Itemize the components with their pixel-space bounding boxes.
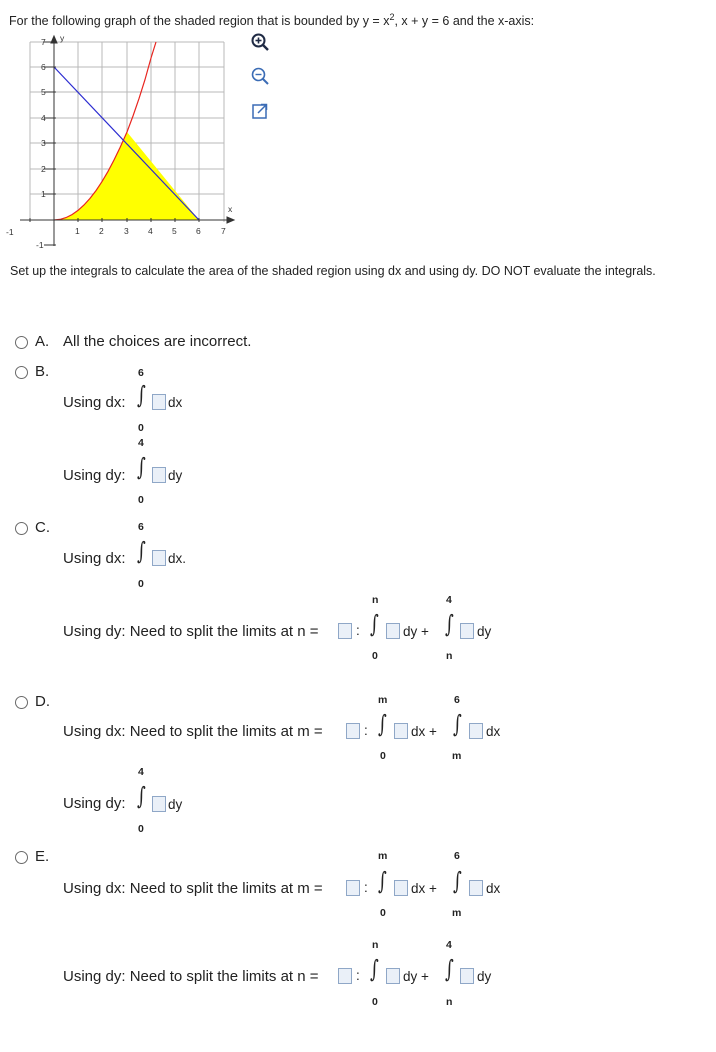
option-d-dy-label: Using dy:: [63, 795, 126, 812]
question-exponent: 2: [389, 12, 395, 22]
option-b-dy-label: Using dy:: [63, 467, 126, 484]
y-tick-3: 3: [41, 138, 46, 148]
option-b-dy-upper: 4: [138, 437, 144, 449]
option-e-dy-label: Using dy: Need to split the limits at n =: [63, 968, 319, 985]
option-b-dx-integral-icon: ∫: [137, 381, 146, 409]
option-c-radio[interactable]: [15, 522, 28, 535]
question-suffix: , x + y = 6 and the x-axis:: [394, 14, 535, 29]
option-d-i2-integral-icon: ∫: [453, 710, 462, 738]
option-e-dx-i2-lower: m: [452, 907, 462, 919]
option-e-dx-i1-upper: m: [378, 850, 388, 862]
option-b-dx-diff: dx: [168, 395, 183, 410]
x-axis-label: x: [228, 204, 233, 214]
option-d-radio[interactable]: [15, 696, 28, 709]
option-e-dy-i1-integrand-box[interactable]: [386, 968, 400, 984]
option-c-dx-label: Using dx:: [63, 550, 126, 567]
option-e-dx-i1-integral-icon: ∫: [378, 867, 387, 895]
y-tick-7: 7: [41, 37, 46, 47]
option-c-i1-upper: n: [372, 594, 379, 606]
option-d-dy-diff: dy: [168, 797, 183, 812]
option-e-dy-i1-lower: 0: [372, 996, 378, 1008]
y-tick-1: 1: [41, 189, 46, 199]
option-e-dx-i2-integrand-box[interactable]: [469, 880, 483, 896]
option-b-dx-upper: 6: [138, 367, 144, 379]
option-b-dx-integrand-box[interactable]: [152, 394, 166, 410]
option-d-dx-label: Using dx: Need to split the limits at m =: [63, 723, 323, 740]
option-d-i1-integrand-box[interactable]: [394, 723, 408, 739]
option-b-radio[interactable]: [15, 366, 28, 379]
option-a-letter: A.: [35, 333, 50, 350]
y-axis-label: y: [60, 33, 65, 43]
y-tick-4: 4: [41, 113, 46, 123]
option-c-i2-integrand-box[interactable]: [460, 623, 474, 639]
option-e-dx-i2-diff: dx: [486, 881, 501, 896]
x-tick-5: 5: [172, 226, 177, 236]
option-d-letter: D.: [35, 693, 50, 710]
option-c-i1-lower: 0: [372, 650, 378, 662]
option-c-i2-upper: 4: [446, 594, 452, 606]
option-e-dx-i2-integral-icon: ∫: [453, 867, 462, 895]
option-d-dy-integral-icon: ∫: [137, 782, 146, 810]
option-c-n-input-box[interactable]: [338, 623, 352, 639]
option-d-i1-upper: m: [378, 694, 388, 706]
option-d-dy-upper: 4: [138, 766, 144, 778]
option-e-dy-i2-diff: dy: [477, 969, 492, 984]
option-c-dx-integrand-box[interactable]: [152, 550, 166, 566]
option-e-dx-i1-integrand-box[interactable]: [394, 880, 408, 896]
x-tick-1: 1: [75, 226, 80, 236]
option-e-dy-i1-integral-icon: ∫: [370, 955, 379, 983]
question-text: [9, 12, 534, 28]
shaded-region: [54, 132, 199, 220]
option-c-dx-integral-icon: ∫: [137, 537, 146, 565]
option-e-dy-i2-upper: 4: [446, 939, 452, 951]
option-e-dy-i1-upper: n: [372, 939, 379, 951]
x-tick-7: 7: [221, 226, 226, 236]
option-e-dx-colon: :: [364, 880, 368, 895]
option-e-dx-i1-diff: dx +: [411, 881, 437, 896]
zoom-in-icon[interactable]: [250, 32, 270, 52]
y-tick-2: 2: [41, 164, 46, 174]
option-a-text: All the choices are incorrect.: [63, 333, 252, 350]
option-b-dy-diff: dy: [168, 468, 183, 483]
option-d-i1-diff: dx +: [411, 724, 437, 739]
option-e-radio[interactable]: [15, 851, 28, 864]
instructions: Set up the integrals to calculate the area of the shaded region using dx and using dy. DO NOT evaluate the integrals.: [10, 264, 656, 278]
option-d-m-input-box[interactable]: [346, 723, 360, 739]
option-c-i2-integral-icon: ∫: [445, 610, 454, 638]
option-d-i1-lower: 0: [380, 750, 386, 762]
option-c-dy-label: Using dy: Need to split the limits at n =: [63, 623, 319, 640]
option-e-dy-colon: :: [356, 968, 360, 983]
option-e-letter: E.: [35, 848, 50, 865]
option-e-dy-i2-integral-icon: ∫: [445, 955, 454, 983]
option-b-dy-integrand-box[interactable]: [152, 467, 166, 483]
option-a-radio[interactable]: [15, 336, 28, 349]
option-e-dx-label: Using dx: Need to split the limits at m =: [63, 880, 323, 897]
y-tick-5: 5: [41, 87, 46, 97]
option-d-dy-lower: 0: [138, 823, 144, 835]
option-c-i1-integral-icon: ∫: [370, 610, 379, 638]
option-d-i2-upper: 6: [454, 694, 460, 706]
option-c-letter: C.: [35, 519, 50, 536]
option-e-dx-i1-lower: 0: [380, 907, 386, 919]
option-c-dx-lower: 0: [138, 578, 144, 590]
option-d-i2-integrand-box[interactable]: [469, 723, 483, 739]
option-e-n-input-box[interactable]: [338, 968, 352, 984]
option-d-i1-integral-icon: ∫: [378, 710, 387, 738]
x-tick-neg1: -1: [6, 227, 14, 237]
option-c-i1-diff: dy +: [403, 624, 429, 639]
option-b-dx-lower: 0: [138, 422, 144, 434]
option-b-dy-integral-icon: ∫: [137, 453, 146, 481]
option-d-dy-integrand-box[interactable]: [152, 796, 166, 812]
y-tick-neg1: -1: [36, 240, 44, 250]
x-tick-4: 4: [148, 226, 153, 236]
option-b-dx-label: Using dx:: [63, 394, 126, 411]
option-c-colon: :: [356, 623, 360, 638]
option-d-colon: :: [364, 723, 368, 738]
option-e-dy-i1-diff: dy +: [403, 969, 429, 984]
option-c-i1-integrand-box[interactable]: [386, 623, 400, 639]
option-b-letter: B.: [35, 363, 50, 380]
x-tick-6: 6: [196, 226, 201, 236]
option-c-dx-upper: 6: [138, 521, 144, 533]
question-prefix: For the following graph of the shaded region that is bounded by y = x: [9, 14, 390, 29]
option-c-dx-diff: dx.: [168, 551, 187, 566]
option-c-i2-lower: n: [446, 650, 453, 662]
option-c-i2-diff: dy: [477, 624, 492, 639]
option-e-dy-i2-integrand-box[interactable]: [460, 968, 474, 984]
popout-icon[interactable]: [250, 101, 270, 121]
option-b-dy-lower: 0: [138, 494, 144, 506]
option-e-dx-i2-upper: 6: [454, 850, 460, 862]
option-e-dy-i2-lower: n: [446, 996, 453, 1008]
option-d-i2-lower: m: [452, 750, 462, 762]
option-e-m-input-box[interactable]: [346, 880, 360, 896]
zoom-out-icon[interactable]: [250, 66, 270, 86]
y-tick-6: 6: [41, 62, 46, 72]
region-graph: [0, 30, 250, 250]
x-tick-2: 2: [99, 226, 104, 236]
x-tick-3: 3: [124, 226, 129, 236]
option-d-i2-diff: dx: [486, 724, 501, 739]
